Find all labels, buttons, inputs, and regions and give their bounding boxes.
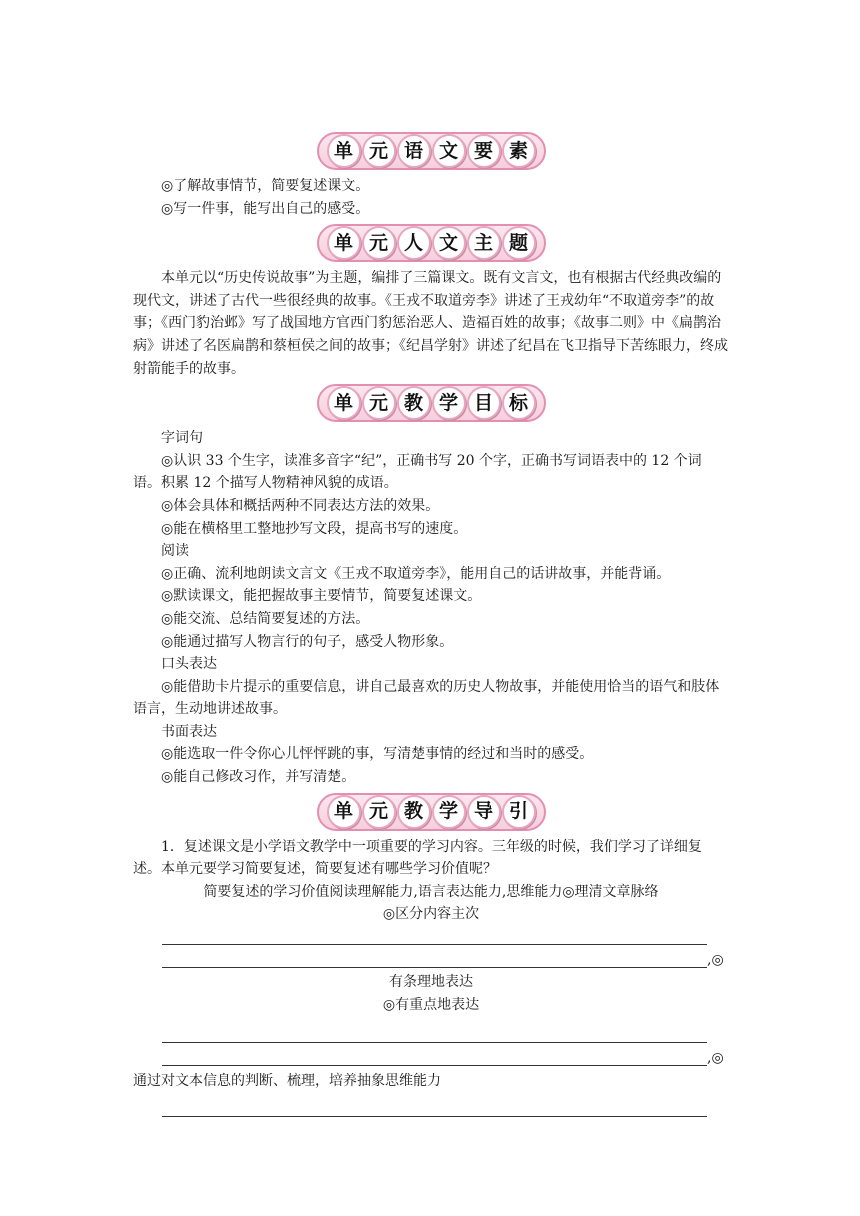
goal-item: ◎认识 33 个生字，读准多音字“纪”，正确书写 20 个字，正确书写词语表中的 12 个词语。积累 12 个描写人物精神风貌的成语。 bbox=[133, 452, 702, 492]
heading-char: 目 bbox=[467, 386, 501, 420]
heading-badge bbox=[317, 224, 546, 262]
document-content bbox=[133, 128, 729, 1121]
heading-char: 题 bbox=[502, 226, 536, 260]
section-heading-theme bbox=[133, 224, 729, 264]
goal-item: ◎能自己修改习作，并写清楚。 bbox=[161, 769, 356, 786]
section-heading-elements bbox=[133, 132, 729, 172]
heading-char: 教 bbox=[397, 795, 431, 829]
guide-center-text: 简要复述的学习价值阅读理解能力,语言表达能力,思维能力◎理清文章脉络 bbox=[203, 883, 659, 900]
theme-paragraph: 本单元以“历史传说故事”为主题，编排了三篇课文。既有文言文，也有根据古代经典改编的现代文，讲述了古代一些很经典的故事。《王戎不取道旁李》讲述了王戎幼年“不取道旁李”的故事；《西门豹治邺》写了战国地方官西门豹惩治恶人、造福百姓的故事；《故事二则》中《扁鹊治病》讲述了名医扁鹊和蔡桓侯之间的故事；《纪昌学射》讲述了纪昌在飞卫指导下苦练眼力，终成射箭能手的故事。 bbox=[133, 270, 728, 377]
element-line: ◎了解故事情节，简要复述课文。 bbox=[161, 178, 370, 194]
heading-char: 导 bbox=[467, 795, 501, 829]
goal-item: ◎能借助卡片提示的重要信息，讲自己最喜欢的历史人物故事，并能使用恰当的语气和肢体语言，生动地讲述故事。 bbox=[133, 678, 720, 718]
heading-char: 引 bbox=[502, 795, 536, 829]
heading-char: 单 bbox=[327, 226, 361, 260]
goal-item: ◎体会具体和概括两种不同表达方法的效果。 bbox=[161, 497, 440, 514]
heading-char: 元 bbox=[362, 226, 396, 260]
goal-item: ◎能在横格里工整地抄写文段，提高书写的速度。 bbox=[161, 520, 468, 537]
heading-char: 学 bbox=[432, 386, 466, 420]
goal-item: ◎能通过描写人物言行的句子，感受人物形象。 bbox=[161, 633, 454, 650]
goal-item: ◎能选取一件令你心儿怦怦跳的事，写清楚事情的经过和当时的感受。 bbox=[161, 746, 594, 763]
answer-blank-line[interactable] bbox=[133, 926, 729, 949]
heading-char: 单 bbox=[327, 795, 361, 829]
heading-char: 单 bbox=[327, 134, 361, 168]
goal-subheading: 字词句 bbox=[161, 430, 203, 447]
goal-subheading: 口头表达 bbox=[161, 656, 217, 673]
section-heading-guide bbox=[133, 793, 729, 833]
heading-char: 单 bbox=[327, 386, 361, 420]
answer-blank-line[interactable] bbox=[133, 949, 729, 972]
guide-last-text: 通过对文本信息的判断、梳理，培养抽象思维能力 bbox=[133, 1072, 441, 1089]
heading-badge bbox=[317, 132, 546, 170]
heading-badge bbox=[317, 384, 546, 422]
guide-question: 1．复述课文是小学语文教学中一项重要的学习内容。三年级的时候，我们学习了详细复述。本单元要学习简要复述，简要复述有哪些学习价值呢？ bbox=[133, 838, 702, 878]
guide-center-text: ◎有重点地表达 bbox=[382, 996, 480, 1013]
section-heading-goals bbox=[133, 384, 729, 424]
guide-center-text: 有条理地表达 bbox=[389, 974, 473, 991]
heading-char: 教 bbox=[397, 386, 431, 420]
heading-char: 主 bbox=[467, 226, 501, 260]
heading-char: 文 bbox=[432, 134, 466, 168]
goal-subheading: 阅读 bbox=[161, 543, 189, 560]
answer-blank-line[interactable] bbox=[133, 1024, 729, 1047]
blank-tail: ,◎ bbox=[707, 1050, 724, 1066]
heading-char: 学 bbox=[432, 795, 466, 829]
blank-tail: ,◎ bbox=[707, 951, 724, 968]
goal-item: ◎能交流、总结简要复述的方法。 bbox=[161, 610, 370, 627]
answer-blank-line[interactable] bbox=[133, 1098, 729, 1121]
heading-char: 元 bbox=[362, 386, 396, 420]
heading-char: 人 bbox=[397, 226, 431, 260]
heading-char: 元 bbox=[362, 134, 396, 168]
heading-char: 素 bbox=[502, 134, 536, 168]
heading-char: 要 bbox=[467, 134, 501, 168]
heading-char: 标 bbox=[502, 386, 536, 420]
goal-item: ◎默读课文，能把握故事主要情节，简要复述课文。 bbox=[161, 588, 482, 605]
heading-char: 元 bbox=[362, 795, 396, 829]
goal-subheading: 书面表达 bbox=[161, 723, 217, 740]
heading-badge bbox=[317, 793, 546, 831]
element-line: ◎写一件事，能写出自己的感受。 bbox=[161, 200, 370, 217]
answer-blank-line[interactable] bbox=[133, 1047, 729, 1070]
heading-char: 文 bbox=[432, 226, 466, 260]
guide-center-text: ◎区分内容主次 bbox=[382, 906, 480, 923]
heading-char: 语 bbox=[397, 134, 431, 168]
goal-item: ◎正确、流利地朗读文言文《王戎不取道旁李》，能用自己的话讲故事，并能背诵。 bbox=[161, 565, 671, 582]
